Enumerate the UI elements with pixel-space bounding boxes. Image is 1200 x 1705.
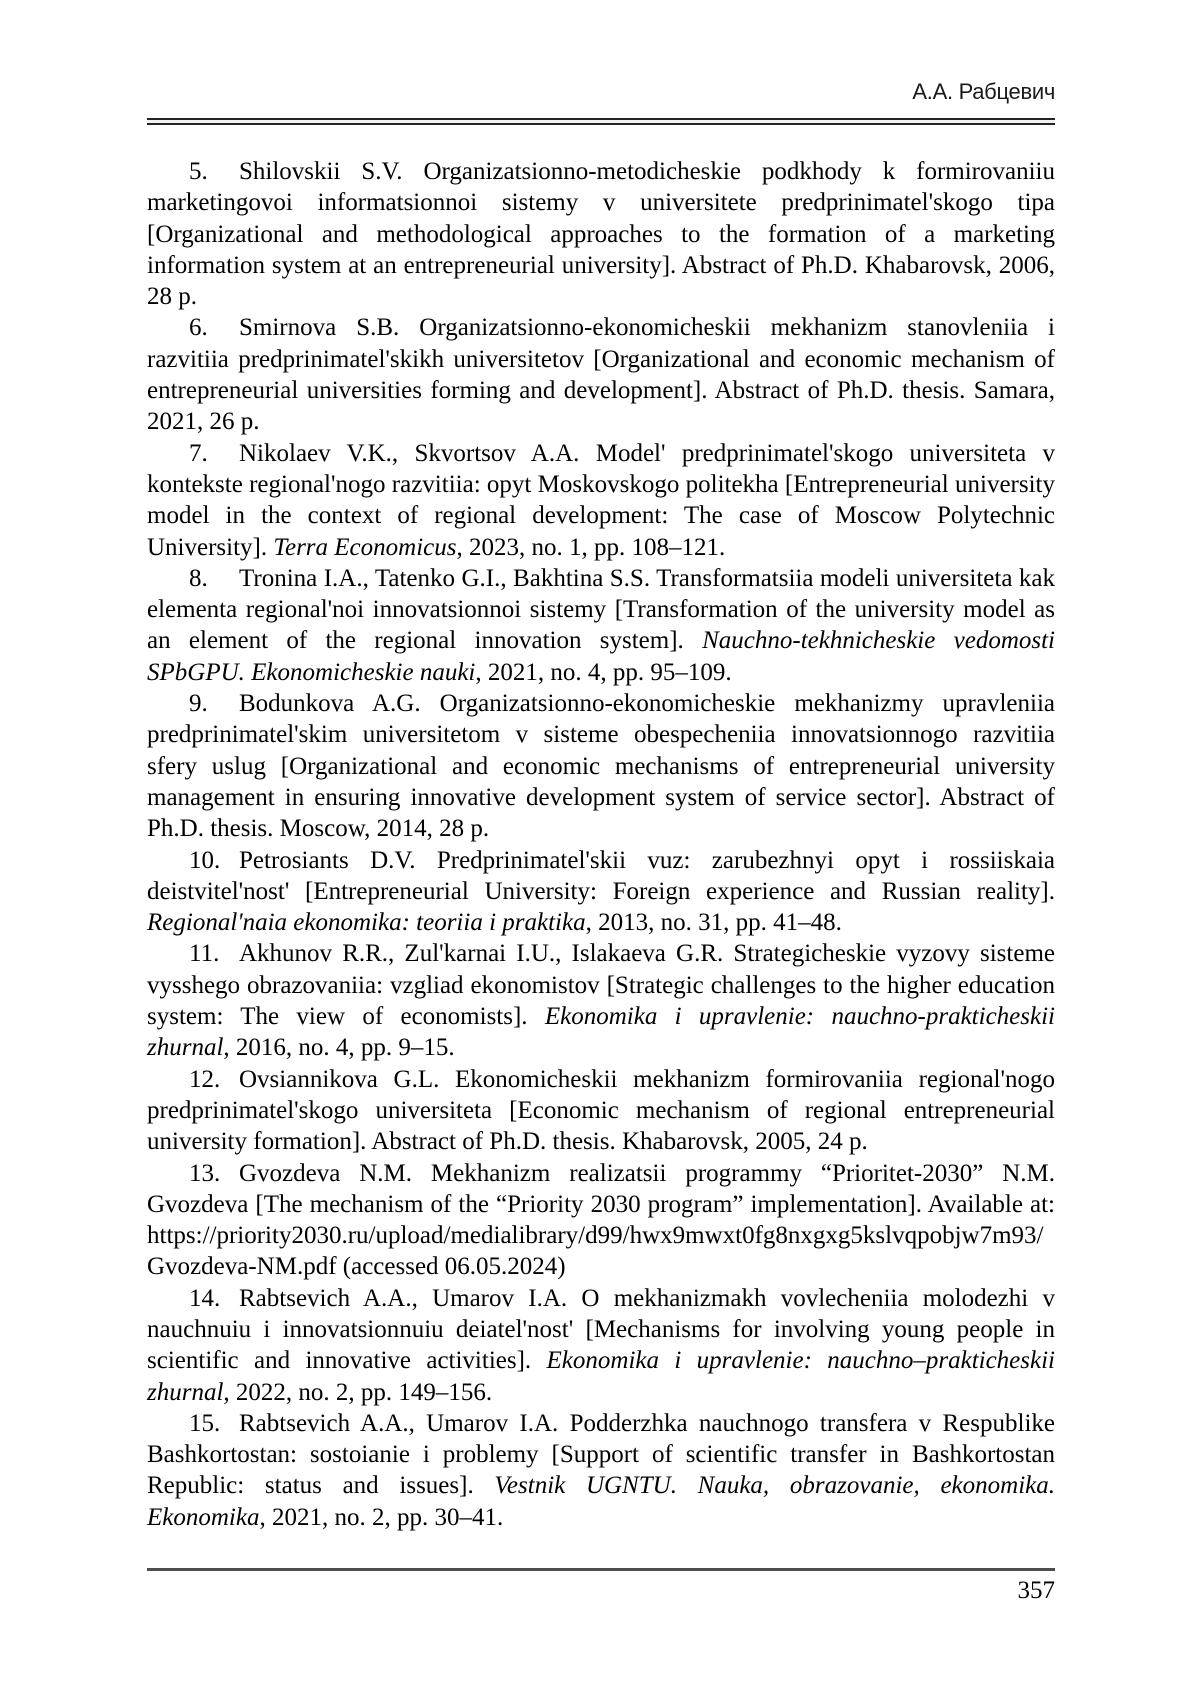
reference-text: Ovsiannikova G.L. Ekonomicheskii mekhanizm formirovaniia regional'nogo predprinimatel'skogo universiteta [Economic mechanism of regional entrepreneurial university formation]. Abstract of Ph.D. thesis. Khabarovsk, 2005, 24 p. [147, 1065, 1055, 1156]
header-rule [147, 118, 1055, 125]
reference-item [147, 938, 1055, 1063]
reference-item [147, 563, 1055, 688]
reference-number: 12. [189, 1065, 221, 1093]
journal-title: Ekonomika i upravlenie: nauchno-prakticheskii zhurnal [147, 1003, 1055, 1062]
reference-item [147, 1283, 1055, 1408]
reference-text: , 2013, no. 31, pp. 41–48. [585, 909, 842, 937]
reference-number: 7. [189, 439, 208, 467]
reference-item [147, 1408, 1055, 1533]
reference-text: Gvozdeva N.M. Mekhanizm realizatsii programmy “Prioritet-2030” N.M. Gvozdeva [The mechanism of the “Priority 2030 program” implementation]. Available at: [147, 1159, 1055, 1218]
reference-number: 9. [189, 690, 208, 718]
reference-url: https://priority2030.ru/upload/medialibrary/d99/hwx9mwxt0fg8nxgxg5kslvqpobjw7m93/Gvozdeva-NM.pdf [147, 1222, 1044, 1281]
reference-text: Petrosiants D.V. Predprinimatel'skii vuz: zarubezhnyi opyt i rossiiskaia deistvitel'nost' [Entrepreneurial University: Foreign experience and Russian reality]. [147, 846, 1055, 905]
journal-title: Regional'naia ekonomika: teoriia i praktika [147, 909, 586, 937]
reference-item [147, 845, 1055, 939]
reference-text: , 2023, no. 1, pp. 108–121. [456, 533, 726, 561]
footer-rule [147, 1568, 1055, 1571]
reference-number: 5. [189, 158, 208, 185]
reference-item [147, 312, 1055, 437]
references-list [147, 156, 1055, 1533]
reference-number: 8. [189, 564, 208, 592]
reference-text: Rabtsevich A.A., Umarov I.A. Podderzhka nauchnogo transfera v Respublike Bashkortostan: sostoianie i problemy [Support of scientific transfer in Bashkortostan Republic: status and issues]. [147, 1409, 1055, 1500]
reference-text: Nikolaev V.K., Skvortsov A.A. Model' predprinimatel'skogo universiteta v kontekste regional'nogo razvitiia: opyt Moskovskogo politekha [Entrepreneurial university model in the context of regional development: The case of Moscow Polytechnic University]. [147, 439, 1055, 561]
journal-title: Nauchno-tekhnicheskie vedomosti SPbGPU. Ekonomicheskie nauki [147, 627, 1056, 686]
running-head-author: А.А. Рабцевич [912, 79, 1055, 104]
reference-item [147, 1158, 1055, 1283]
reference-text: , 2021, no. 4, pp. 95–109. [475, 658, 732, 686]
reference-text: Rabtsevich A.A., Umarov I.A. O mekhanizmakh vovlecheniia molodezhi v nauchnuiu i innovatsionnuiu deiatel'nost' [Mechanisms for involving young people in scientific and innovative activities]. [147, 1284, 1055, 1375]
reference-text: , 2022, no. 2, pp. 149–156. [223, 1378, 493, 1406]
page-number: 357 [1017, 1577, 1055, 1604]
reference-text: Tronina I.A., Tatenko G.I., Bakhtina S.S. Transformatsiia modeli universiteta kak elementa regional'noi innovatsionnoi sistemy [Transformation of the university model as an element of the regional innovation system]. [147, 564, 1055, 655]
reference-text: , 2016, no. 4, pp. 9–15. [223, 1034, 455, 1062]
reference-number: 15. [189, 1409, 221, 1437]
page-content [147, 0, 1055, 1533]
reference-number: 14. [189, 1284, 221, 1312]
reference-text: Shilovskii S.V. Organizatsionno-metodicheskie podkhody k formirovaniiu marketingovoi informatsionnoi sistemy v universitete predprinimatel'skogo tipa [Organizational and methodological approaches to the formation of a marketing information system at an entrepreneurial university]. Abstract of Ph.D. Khabarovsk, 2006, 28 p. [147, 158, 1055, 311]
reference-item [147, 1064, 1055, 1158]
reference-number: 6. [189, 314, 208, 342]
reference-text: Akhunov R.R., Zul'karnai I.U., Islakaeva G.R. Strategicheskie vyzovy sisteme vysshego obrazovaniia: vzgliad ekonomistov [Strategic challenges to the higher education system: The view of economists]. [147, 940, 1055, 1031]
journal-title: Terra Economicus [273, 533, 457, 561]
reference-number: 13. [189, 1159, 221, 1187]
reference-item [147, 438, 1055, 563]
reference-text: Bodunkova A.G. Organizatsionno-ekonomicheskie mekhanizmy upravleniia predprinimatel'skim universitetom v sisteme obespecheniia innovatsionnogo razvitiia sfery uslug [Organizational and economic mechanisms of entrepreneurial university management in ensuring innovative development system of service sector]. Abstract of Ph.D. thesis. Moscow, 2014, 28 p. [147, 690, 1055, 843]
reference-number: 10. [189, 846, 221, 874]
reference-text: Smirnova S.B. Organizatsionno-ekonomicheskii mekhanizm stanovleniia i razvitiia predprinimatel'skikh universitetov [Organizational and economic mechanism of entrepreneurial universities forming and development]. Abstract of Ph.D. thesis. Samara, 2021, 26 p. [147, 314, 1055, 436]
reference-text: (accessed 06.05.2024) [336, 1253, 566, 1281]
journal-title: Ekonomika i upravlenie: nauchno–prakticheskii zhurnal [147, 1347, 1055, 1406]
reference-number: 11. [189, 940, 220, 968]
reference-item [147, 688, 1055, 844]
journal-title: Vestnik UGNTU. Nauka, obrazovanie, ekonomika. Ekonomika [147, 1472, 1055, 1531]
reference-item [147, 156, 1055, 312]
reference-text: , 2021, no. 2, pp. 30–41. [259, 1503, 504, 1531]
